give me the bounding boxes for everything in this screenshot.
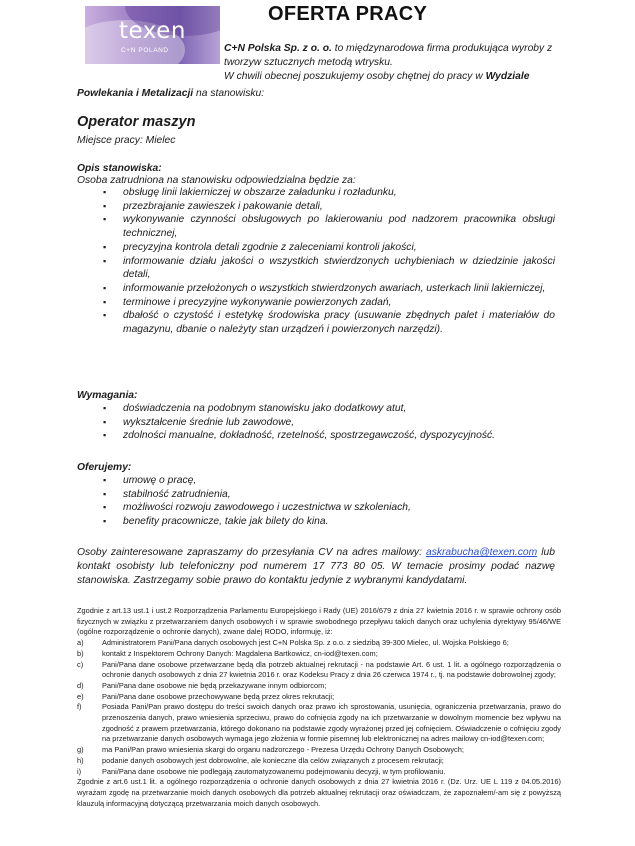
department-name: Wydziale bbox=[485, 71, 530, 82]
gdpr-item bbox=[77, 702, 561, 745]
list-item: ▪ umowę o pracę, bbox=[101, 474, 555, 488]
company-logo bbox=[85, 6, 220, 64]
list-item: ▪ doświadczenia na podobnym stanowisku jako dodatkowy atut, bbox=[101, 402, 555, 416]
gdpr-item-text: Pani/Pana dane osobowe przetwarzane będą dla potrzeb aktualnej rekrutacji - na podstawie Art. 6 ust. 1 lit. a ogólnego rozporządzenia o ochronie danych osobowych z dnia 27 kwietnia 2016 r. oraz Kodeksu Pracy z dnia 26 czerwca 1974 r., tj. na podstawie dobrowolnej zgody; bbox=[102, 659, 561, 680]
description-lead: Osoba zatrudniona na stanowisku odpowiedzialna będzie za: bbox=[77, 175, 356, 186]
contact-paragraph bbox=[77, 546, 555, 588]
contact-email-link[interactable]: askrabucha@texen.com bbox=[425, 547, 538, 558]
list-item: ▪ wykonywanie czynności obsługowych po lakierowaniu pod nadzorem pracownika obsługi technicznej, bbox=[101, 213, 555, 240]
list-item: ▪ przezbrajanie zawieszek i pakowanie detali, bbox=[101, 200, 555, 214]
gdpr-item-text: Pani/Pana dane osobowe nie będą przekazywane innym odbiorcom; bbox=[102, 680, 327, 690]
gdpr-item-text: ma Pani/Pan prawo wniesienia skargi do organu nadzorczego - Prezesa Urzędu Ochrony Danych Osobowych; bbox=[102, 745, 464, 755]
gdpr-item-text: Pani/Pana dane osobowe nie podlegają zautomatyzowanemu podejmowaniu decyzji, w tym profilowaniu. bbox=[102, 766, 446, 776]
contact-text-1: Osoby zainteresowane zapraszamy do przesyłania CV na adres mailowy: bbox=[77, 547, 426, 558]
list-item: ▪ możliwości rozwoju zawodowego i uczestnictwa w szkoleniach, bbox=[101, 501, 555, 515]
list-item: ▪ informowanie przełożonych o wszystkich stwierdzonych awariach, usterkach linii lakierniczej, bbox=[101, 282, 555, 296]
offer-list bbox=[77, 474, 555, 529]
gdpr-item-key: a) bbox=[77, 638, 84, 648]
gdpr-clause bbox=[77, 606, 561, 809]
gdpr-item bbox=[77, 660, 561, 681]
gdpr-item-text: Posiada Pani/Pan prawo dostępu do treści swoich danych oraz prawo ich sprostowania, usunięcia, ograniczenia przetwarzania, prawo do przenoszenia danych, prawo wniesienia sprzeciwu, prawo do cofnięcia zgody na ich przetwarzanie w dowolnym momencie bez wpływu na zgodność z prawem przetwarzania, którego dokonano na podstawie zgody wyrażonej przed jej cofnięciem. Oświadczenie o cofnięciu zgody na przetwarzanie danych osobowych wymaga jego złożenia w formie pisemnej lub elektronicznej na adres mailowy cn-iod@texen.com; bbox=[102, 702, 561, 744]
gdpr-item bbox=[77, 756, 561, 767]
list-item: ▪ informowanie działu jakości o wszystkich stwierdzonych uchybieniach w dziedzinie jakości detali, bbox=[101, 255, 555, 282]
gdpr-intro: Zgodnie z art.13 ust.1 i ust.2 Rozporządzenia Parlamentu Europejskiego i Rady (UE) 2016/679 z dnia 27 kwietnia 2016 r. w sprawie ochrony osób fizycznych w związku z przetwarzaniem danych osobowych i w sprawie swobodnego przepływu takich danych oraz uchylenia dyrektywy 95/46/WE (ogólne rozporządzenie o ochronie danych), zwane dalej RODO, informuję, iż: bbox=[77, 606, 561, 637]
list-item: ▪ zdolności manualne, dokładność, rzetelność, spostrzegawczość, dyspozycyjność. bbox=[101, 429, 555, 443]
gdpr-item bbox=[77, 692, 561, 703]
company-name: C+N Polska Sp. z o. o. bbox=[224, 43, 332, 54]
intro-continuation bbox=[77, 88, 264, 99]
offer-section bbox=[77, 462, 555, 529]
intro-line-3: na stanowisku: bbox=[193, 88, 265, 99]
contact-text-2: lub kontakt osobisty lub telefoniczny pod numerem 17 773 80 05. W temacie prosimy podać nazwę stanowiska. Zastrzegamy sobie prawo do kontaktu jedynie z wybranymi kandydatami. bbox=[77, 547, 555, 586]
job-place: Miejsce pracy: Mielec bbox=[77, 135, 176, 146]
gdpr-item bbox=[77, 681, 561, 692]
list-item: ▪ wykształcenie średnie lub zawodowe, bbox=[101, 416, 555, 430]
gdpr-item-key: e) bbox=[77, 691, 84, 701]
gdpr-item-text: Administratorem Pani/Pana danych osobowych jest C+N Polska Sp. z o.o. z siedzibą 39-300 Mielec, ul. Wojska Polskiego 6; bbox=[102, 638, 509, 648]
offer-heading: Oferujemy: bbox=[77, 462, 132, 473]
list-item: ▪ dbałość o czystość i estetykę środowiska pracy (usuwanie zbędnych palet i materiałów do magazynu, dbanie o należyty stan urządzeń i powierzonych narzędzi). bbox=[101, 309, 555, 336]
list-item: ▪ stabilność zatrudnienia, bbox=[101, 488, 555, 502]
intro-line-2: W chwili obecnej poszukujemy osoby chętnej do pracy w bbox=[224, 71, 486, 82]
list-item: ▪ precyzyjna kontrola detali zgodnie z zaleceniami kontroli jakości, bbox=[101, 241, 555, 255]
description-heading: Opis stanowiska: bbox=[77, 163, 162, 174]
gdpr-item-key: i) bbox=[77, 766, 82, 776]
gdpr-item-key: g) bbox=[77, 745, 84, 755]
gdpr-item-key: c) bbox=[77, 659, 84, 669]
description-list bbox=[77, 186, 555, 337]
job-title: Operator maszyn bbox=[77, 114, 196, 130]
requirements-section bbox=[77, 390, 555, 443]
gdpr-item-key: d) bbox=[77, 680, 84, 690]
gdpr-list bbox=[77, 638, 561, 777]
intro-line-1: to międzynarodowa firma produkująca wyroby z tworzyw sztucznych metodą wtrysku. bbox=[224, 43, 553, 68]
logo-sub-text: C+N POLAND bbox=[121, 47, 169, 54]
gdpr-item-text: Pani/Pana dane osobowe przechowywane będą przez okres rekrutacji; bbox=[102, 691, 335, 701]
requirements-heading: Wymagania: bbox=[77, 390, 138, 401]
list-item: ▪ terminowe i precyzyjne wykonywanie powierzonych zadań, bbox=[101, 296, 555, 310]
company-intro bbox=[224, 42, 574, 84]
gdpr-item-text: podanie danych osobowych jest dobrowolne, ale konieczne dla celów związanych z procesem rekrutacji; bbox=[102, 755, 444, 765]
requirements-list bbox=[77, 402, 555, 443]
gdpr-item bbox=[77, 745, 561, 756]
list-item: ▪ benefity pracownicze, takie jak bilety do kina. bbox=[101, 515, 555, 529]
gdpr-item bbox=[77, 638, 561, 649]
gdpr-item-key: b) bbox=[77, 648, 84, 658]
description-section bbox=[77, 163, 555, 337]
gdpr-outro: Zgodnie z art.6 ust.1 lit. a ogólnego rozporządzenia o ochronie danych osobowych z dnia 27 kwietnia 2016 r. (Dz. Urz. UE L 119 z 04.05.2016) wyrażam zgodę na przetwarzanie moich danych osobowych dla potrzeb aktualnej rekrutacji oraz oświadczam, że zapoznałem/-am się z powyższą klauzulą informacyjną dotyczącą przetwarzania moich danych osobowych. bbox=[77, 777, 561, 808]
gdpr-item bbox=[77, 649, 561, 660]
logo-brand-text: texen bbox=[119, 18, 186, 44]
gdpr-item-text: kontakt z Inspektorem Ochrony Danych: Magdalena Bartkowicz, cn-iod@texen.com; bbox=[102, 648, 378, 658]
department-name-cont: Powlekania i Metalizacji bbox=[77, 88, 194, 99]
gdpr-item bbox=[77, 767, 561, 778]
page-title: OFERTA PRACY bbox=[268, 3, 428, 25]
gdpr-item-key: h) bbox=[77, 755, 84, 765]
gdpr-item-key: f) bbox=[77, 702, 82, 712]
list-item: ▪ obsługę linii lakierniczej w obszarze załadunku i rozładunku, bbox=[101, 186, 555, 200]
